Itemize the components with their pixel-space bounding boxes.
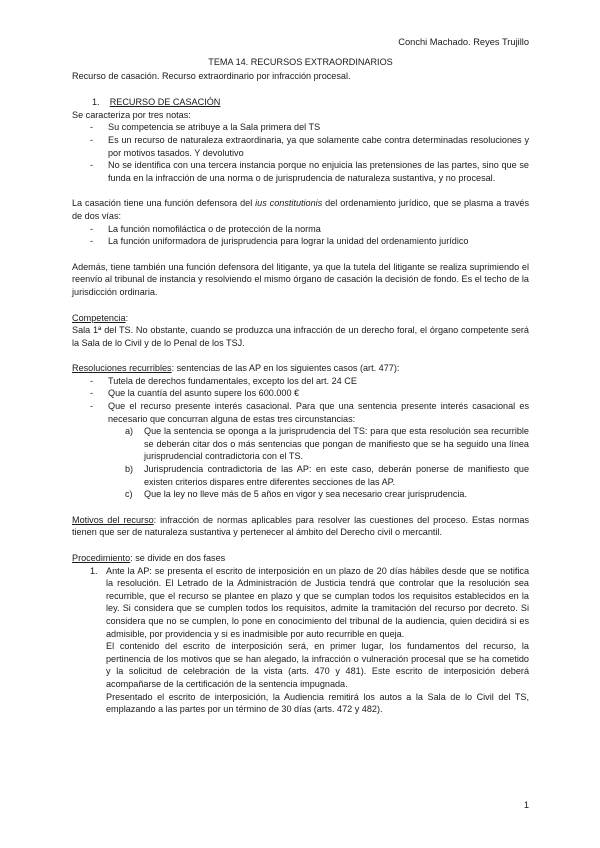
document-title: TEMA 14. RECURSOS EXTRAORDINARIOS <box>208 57 393 67</box>
notes-list <box>72 121 529 184</box>
page-number: 1 <box>523 800 529 810</box>
list-item: - Tutela de derechos fundamentales, excepto los del art. 24 CE <box>72 375 529 388</box>
list-item <box>72 463 529 488</box>
item-marker: 1. <box>90 565 98 576</box>
header-author: Conchi Machado. Reyes Trujillo <box>398 37 529 47</box>
list-item: - La función uniformadora de jurisprudencia para lograr la unidad del ordenamiento jurídico <box>72 235 529 248</box>
competence-label: Competencia <box>72 312 126 323</box>
resolutions-text: : sentencias de las AP en los siguientes casos (art. 477): <box>171 363 400 374</box>
motives-text: : infracción de normas aplicables para resolver las cuestiones del proceso. Estas normas tienen que ser de naturaleza sustantiva y pertenecer al ámbito del Derecho civil o mercantil. <box>72 514 529 538</box>
item-text: Que la ley no lleve más de 5 años en vigor y sea necesario crear jurisprudencia. <box>144 489 468 500</box>
motives-paragraph <box>72 514 529 539</box>
competence-paragraph: Sala 1ª del TS. No obstante, cuando se produzca una infracción de un derecho foral, el órgano competente será la Sala de lo Civil y de lo Penal de los TSJ. <box>72 325 529 348</box>
cases-list <box>72 375 529 425</box>
item-marker: b) <box>125 464 134 475</box>
competence-colon: : <box>125 312 129 323</box>
section-title: RECURSO DE CASACIÓN <box>109 97 221 108</box>
procedure-heading <box>72 552 529 565</box>
notes-intro: Se caracteriza por tres notas: <box>72 109 191 120</box>
function-text-end: del ordenamiento jurídico, que se plasma a través de dos vías: <box>72 198 529 221</box>
function-paragraph <box>72 197 529 222</box>
document-subtitle: Recurso de casación. Recurso extraordinario por infracción procesal. <box>72 70 351 81</box>
function-italic-term: ius constitutionis <box>255 198 323 209</box>
item-marker: c) <box>125 489 133 500</box>
procedure-text: : se divide en dos fases <box>130 553 226 563</box>
list-item: - Que la cuantía del asunto supere los 600.000 € <box>72 387 529 400</box>
list-item: - No se identifica con una tercera instancia porque no enjuicia las pretensiones de las partes, sino que se funda en la infracción de una norma o de jurisprudencia de naturaleza sustantiva, y no procesal. <box>72 159 529 184</box>
resolutions-label: Resoluciones recurribles <box>72 363 172 374</box>
motives-label: Motivos del recurso <box>72 514 154 525</box>
section-number: 1. <box>92 97 100 108</box>
list-item: - Es un recurso de naturaleza extraordinaria, ya que solamente cabe contra determinadas resoluciones y por motivos tasados. Y devolutivo <box>72 134 529 159</box>
list-item: - Que el recurso presente interés casacional. Para que una sentencia presente interés casacional es necesario que concurran alguna de estas tres circunstancias: <box>72 400 529 425</box>
functions-list <box>72 223 529 248</box>
document-body <box>72 0 529 716</box>
item-text: Que la sentencia se oponga a la jurisprudencia del TS: para que esta resolución sea recurrible se deberán citar dos o más sentencias que pongan de manifiesto que se ha seguido una línea jurisprudencial contradictoria con el TS. <box>144 426 529 462</box>
circumstances-list <box>72 425 529 501</box>
list-item <box>72 565 529 716</box>
list-item <box>72 425 529 463</box>
item-text: Jurisprudencia contradictoria de las AP: en este caso, deberán ponerse de manifiesto que existen criterios dispares entre diferentes secciones de las AP. <box>144 464 529 487</box>
phase-paragraph: Ante la AP: se presenta el escrito de interposición en un plazo de 20 días hábiles desde que se notifica la resolución. El Letrado de la Administración de Justicia tendrá que controlar que la resolución sea recurrible, que el recurso se plantee en plazo y que se cumplan todos los requisitos establecidos en la ley. Si considera que se cumplen todos los requisitos, admite la tramitación del recurso por decreto. Si considera que no se cumplen, lo pone en conocimiento del tribunal de la audiencia, quien decidirá si es admisible, por providencia y si es inadmisible por auto recurrible en queja. <box>106 565 529 639</box>
resolutions-heading <box>72 362 529 375</box>
list-item: - La función nomofiláctica o de protección de la norma <box>72 223 529 236</box>
item-marker: a) <box>125 426 134 437</box>
defense-paragraph: Además, tiene también una función defensora del litigante, ya que la tutela del litigante se realiza suprimiendo el reenvío al tribunal de instancia y resolviendo el mismo órgano de casación la decisión de fondo. Es el techo de la jurisdicción ordinaria. <box>72 261 529 297</box>
phase-paragraph: El contenido del escrito de interposición será, en primer lugar, los fundamentos del recurso, la pertinencia de los motivos que se han alegado, la infracción o vulneración procesal que se ha cometido y la solicitud de celebración de la vista (arts. 470 y 481). Este escrito de interposición deberá acompañarse de la certificación de la sentencia impugnada. <box>106 641 529 689</box>
phase-paragraph: Presentado el escrito de interposición, la Audiencia remitirá los autos a la Sala de lo Civil del TS, emplazando a las partes por un término de 30 días (arts. 472 y 482). <box>106 691 529 715</box>
procedure-label: Procedimiento <box>72 553 131 563</box>
list-item <box>72 488 529 501</box>
list-item: - Su competencia se atribuye a la Sala primera del TS <box>72 121 529 134</box>
section-heading <box>92 96 529 109</box>
competence-heading <box>72 312 529 325</box>
function-text: La casación tiene una función defensora del <box>72 198 256 209</box>
phases-list <box>72 565 529 716</box>
